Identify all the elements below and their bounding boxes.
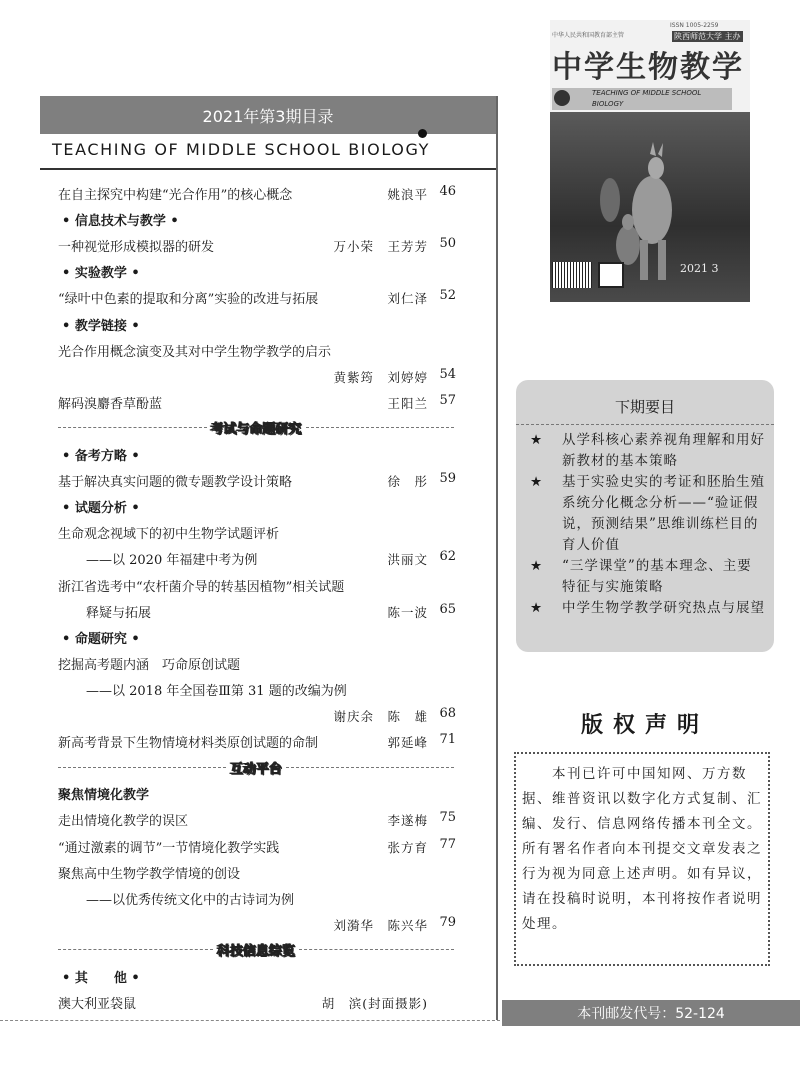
- section-heading: [58, 939, 454, 961]
- next-issue-item: [530, 598, 766, 619]
- postal-code: 本刊邮发代号：52-124: [577, 1006, 725, 1022]
- toc-entry: [58, 808, 458, 830]
- entry-title: 走出情境化教学的误区: [58, 814, 189, 830]
- category-label: • 实验教学 •: [62, 266, 140, 282]
- star-icon: ★: [530, 600, 544, 616]
- postal-code-bar: [502, 1000, 800, 1026]
- entry-page: 52: [439, 288, 456, 304]
- qr-code-icon: [598, 262, 624, 288]
- entry-author: 张方育: [387, 839, 428, 855]
- entry-author: 姚浪平: [387, 187, 428, 202]
- entry-title: 基于解决真实问题的微专题教学设计策略: [58, 475, 293, 491]
- cover-host: 陕西师范大学 主办: [674, 32, 741, 41]
- issue-title-bar: [40, 96, 496, 134]
- entry-author: 万小荣 王芳芳: [333, 239, 428, 255]
- toc-entry: [58, 391, 458, 413]
- category-heading: [58, 495, 458, 517]
- toc-entry: [58, 861, 458, 883]
- toc-entry: [58, 521, 458, 543]
- entry-page: 62: [439, 549, 456, 565]
- cover-title: 中学生物教学: [552, 50, 744, 85]
- entry-page: 75: [439, 810, 456, 826]
- next-issue-title: 下期要目: [614, 398, 675, 416]
- cover-issn: ISSN 1005-2259: [670, 22, 719, 29]
- english-journal-title: TEACHING OF MIDDLE SCHOOL BIOLOGY: [52, 140, 431, 159]
- toc-entry: [58, 704, 458, 726]
- category-heading: [58, 208, 458, 230]
- next-issue-item-text: 中学生物学教学研究热点与展望: [562, 600, 765, 616]
- cover-supervisor: 中华人民共和国教育部主管: [552, 32, 625, 39]
- section-heading: [58, 417, 454, 439]
- next-issue-item: [530, 556, 766, 598]
- toc-entry: [58, 835, 458, 857]
- category-heading: [58, 626, 458, 648]
- section-label: 考试与命题研究: [210, 422, 302, 438]
- bottom-divider: [0, 1020, 500, 1021]
- section-label: 科技信息综览: [217, 944, 296, 960]
- entry-page: 59: [439, 471, 456, 487]
- column-divider: [496, 96, 498, 1020]
- category-label: • 教学链接 •: [62, 318, 140, 334]
- category-label: • 备考方略 •: [62, 449, 140, 464]
- entry-author: 李遂梅: [387, 813, 428, 829]
- category-label: • 其 他 •: [62, 971, 140, 986]
- entry-title: 新高考背景下生物情境材料类原创试题的命制: [58, 736, 319, 752]
- entry-page: 50: [439, 236, 456, 252]
- category-label: • 试题分析 •: [62, 501, 140, 517]
- entry-title: 挖掘高考题内涵 巧命原创试题: [58, 657, 241, 673]
- journal-logo-icon: [554, 90, 570, 106]
- entry-title: 生命观念视域下的初中生物学试题评析: [58, 527, 280, 543]
- barcode-icon: [552, 262, 592, 288]
- entry-title: 浙江省选考中“农杆菌介导的转基因植物”相关试题: [58, 579, 345, 595]
- entry-title: 在自主探究中构建“光合作用”的核心概念: [58, 188, 293, 203]
- entry-author: 胡 滨(封面摄影): [321, 996, 428, 1012]
- entry-author: 刘漪华 陈兴华: [333, 917, 428, 933]
- decorative-dot: [418, 129, 427, 138]
- next-issue-item-text: 从学科核心素养视角理解和用好新教材的基本策略: [562, 432, 765, 469]
- category-label: • 命题研究 •: [62, 631, 140, 647]
- entry-page: 77: [439, 836, 456, 852]
- section-label: 互动平台: [230, 761, 283, 777]
- category-label: 聚焦情境化教学: [58, 788, 150, 804]
- toc-entry: [58, 547, 458, 569]
- toc-entry: [58, 574, 458, 596]
- toc-entry: [58, 730, 458, 752]
- header-rule: [40, 168, 496, 170]
- section-rule: [58, 767, 226, 768]
- entry-page: 54: [439, 366, 456, 382]
- entry-title: 释疑与拓展: [86, 605, 152, 621]
- toc-entry: [58, 286, 458, 308]
- entry-title: ——以 2020 年福建中考为例: [86, 553, 258, 569]
- toc-entry: [58, 339, 458, 361]
- entry-title: ——以 2018 年全国卷Ⅲ第 31 题的改编为例: [86, 683, 347, 699]
- entry-author: 黄紫筠 刘婷婷: [333, 369, 428, 385]
- star-icon: ★: [530, 558, 544, 574]
- cover-issue-number: 2021 3: [680, 262, 719, 275]
- section-rule: [58, 949, 213, 950]
- entry-page: 46: [439, 184, 456, 199]
- section-rule: [299, 949, 454, 950]
- entry-author: 郭延峰: [387, 735, 428, 751]
- entry-title: 澳大利亚袋鼠: [58, 997, 137, 1013]
- toc-entry: [58, 234, 458, 256]
- entry-title: ——以优秀传统文化中的古诗词为例: [86, 892, 295, 908]
- entry-author: 刘仁泽: [387, 291, 428, 307]
- entry-title: “绿叶中色素的提取和分离”实验的改进与拓展: [58, 292, 319, 308]
- toc-entry: [58, 678, 458, 700]
- copyright-text: 本刊已许可中国知网、万方数据、维普资讯以数字化方式复制、汇编、发行、信息网络传播本刊全文。所有署名作者向本刊提交文章发表之行为视为同意上述声明。如有异议，请在投稿时说明，本刊将按作者说明处理。: [522, 766, 762, 932]
- category-heading: [58, 313, 458, 335]
- copyright-title: 版权声明: [580, 713, 709, 738]
- next-issue-rule: [516, 424, 774, 425]
- entry-author: 徐 彤: [387, 474, 428, 490]
- toc-entry: [58, 600, 458, 622]
- entry-page: 68: [439, 706, 456, 721]
- issue-title: 2021年第3期目录: [202, 106, 334, 126]
- toc-entry: [58, 469, 458, 491]
- entry-title: 一种视觉形成模拟器的研发: [58, 240, 215, 256]
- star-icon: ★: [530, 432, 544, 448]
- next-issue-item-text: 基于实验史实的考证和胚胎生殖系统分化概念分析——“验证假说，预测结果”思维训练栏目的育人价值: [562, 474, 765, 553]
- star-icon: ★: [530, 474, 544, 490]
- next-issue-item: [530, 430, 766, 472]
- section-rule: [286, 767, 454, 768]
- section-rule: [58, 427, 207, 428]
- entry-title: 光合作用概念演变及其对中学生物学教学的启示: [58, 344, 332, 360]
- toc-entry: [58, 652, 458, 674]
- category-label: • 信息技术与教学 •: [62, 214, 179, 230]
- entry-title: 聚焦高中生物学教学情境的创设: [58, 866, 241, 882]
- entry-title: 解码溴麝香草酚蓝: [58, 396, 163, 412]
- toc-entry: [58, 991, 458, 1013]
- entry-page: 65: [439, 601, 456, 617]
- next-issue-item-text: “三学课堂”的基本理念、主要特征与实施策略: [562, 558, 752, 595]
- category-heading: [58, 443, 458, 465]
- entry-author: 洪丽文: [387, 552, 428, 568]
- toc-entry: [58, 182, 458, 204]
- category-heading: [58, 260, 458, 282]
- cover-english-title: TEACHING OF MIDDLE SCHOOL BIOLOGY: [552, 88, 732, 110]
- category-heading: [58, 965, 458, 987]
- next-issue-item: [530, 472, 766, 556]
- section-rule: [306, 427, 455, 428]
- entry-author: 陈一波: [387, 604, 428, 620]
- entry-page: 71: [439, 732, 456, 748]
- toc-entry: [58, 365, 458, 387]
- entry-author: 谢庆余 陈 雄: [333, 709, 428, 724]
- entry-page: 57: [439, 392, 456, 408]
- entry-author: 王阳兰: [387, 395, 428, 411]
- entry-title: “通过激素的调节”一节情境化教学实践: [58, 840, 280, 856]
- entry-page: 79: [439, 914, 456, 930]
- toc-entry: [58, 887, 458, 909]
- toc-entry: [58, 913, 458, 935]
- category-heading: [58, 782, 458, 804]
- section-heading: [58, 756, 454, 778]
